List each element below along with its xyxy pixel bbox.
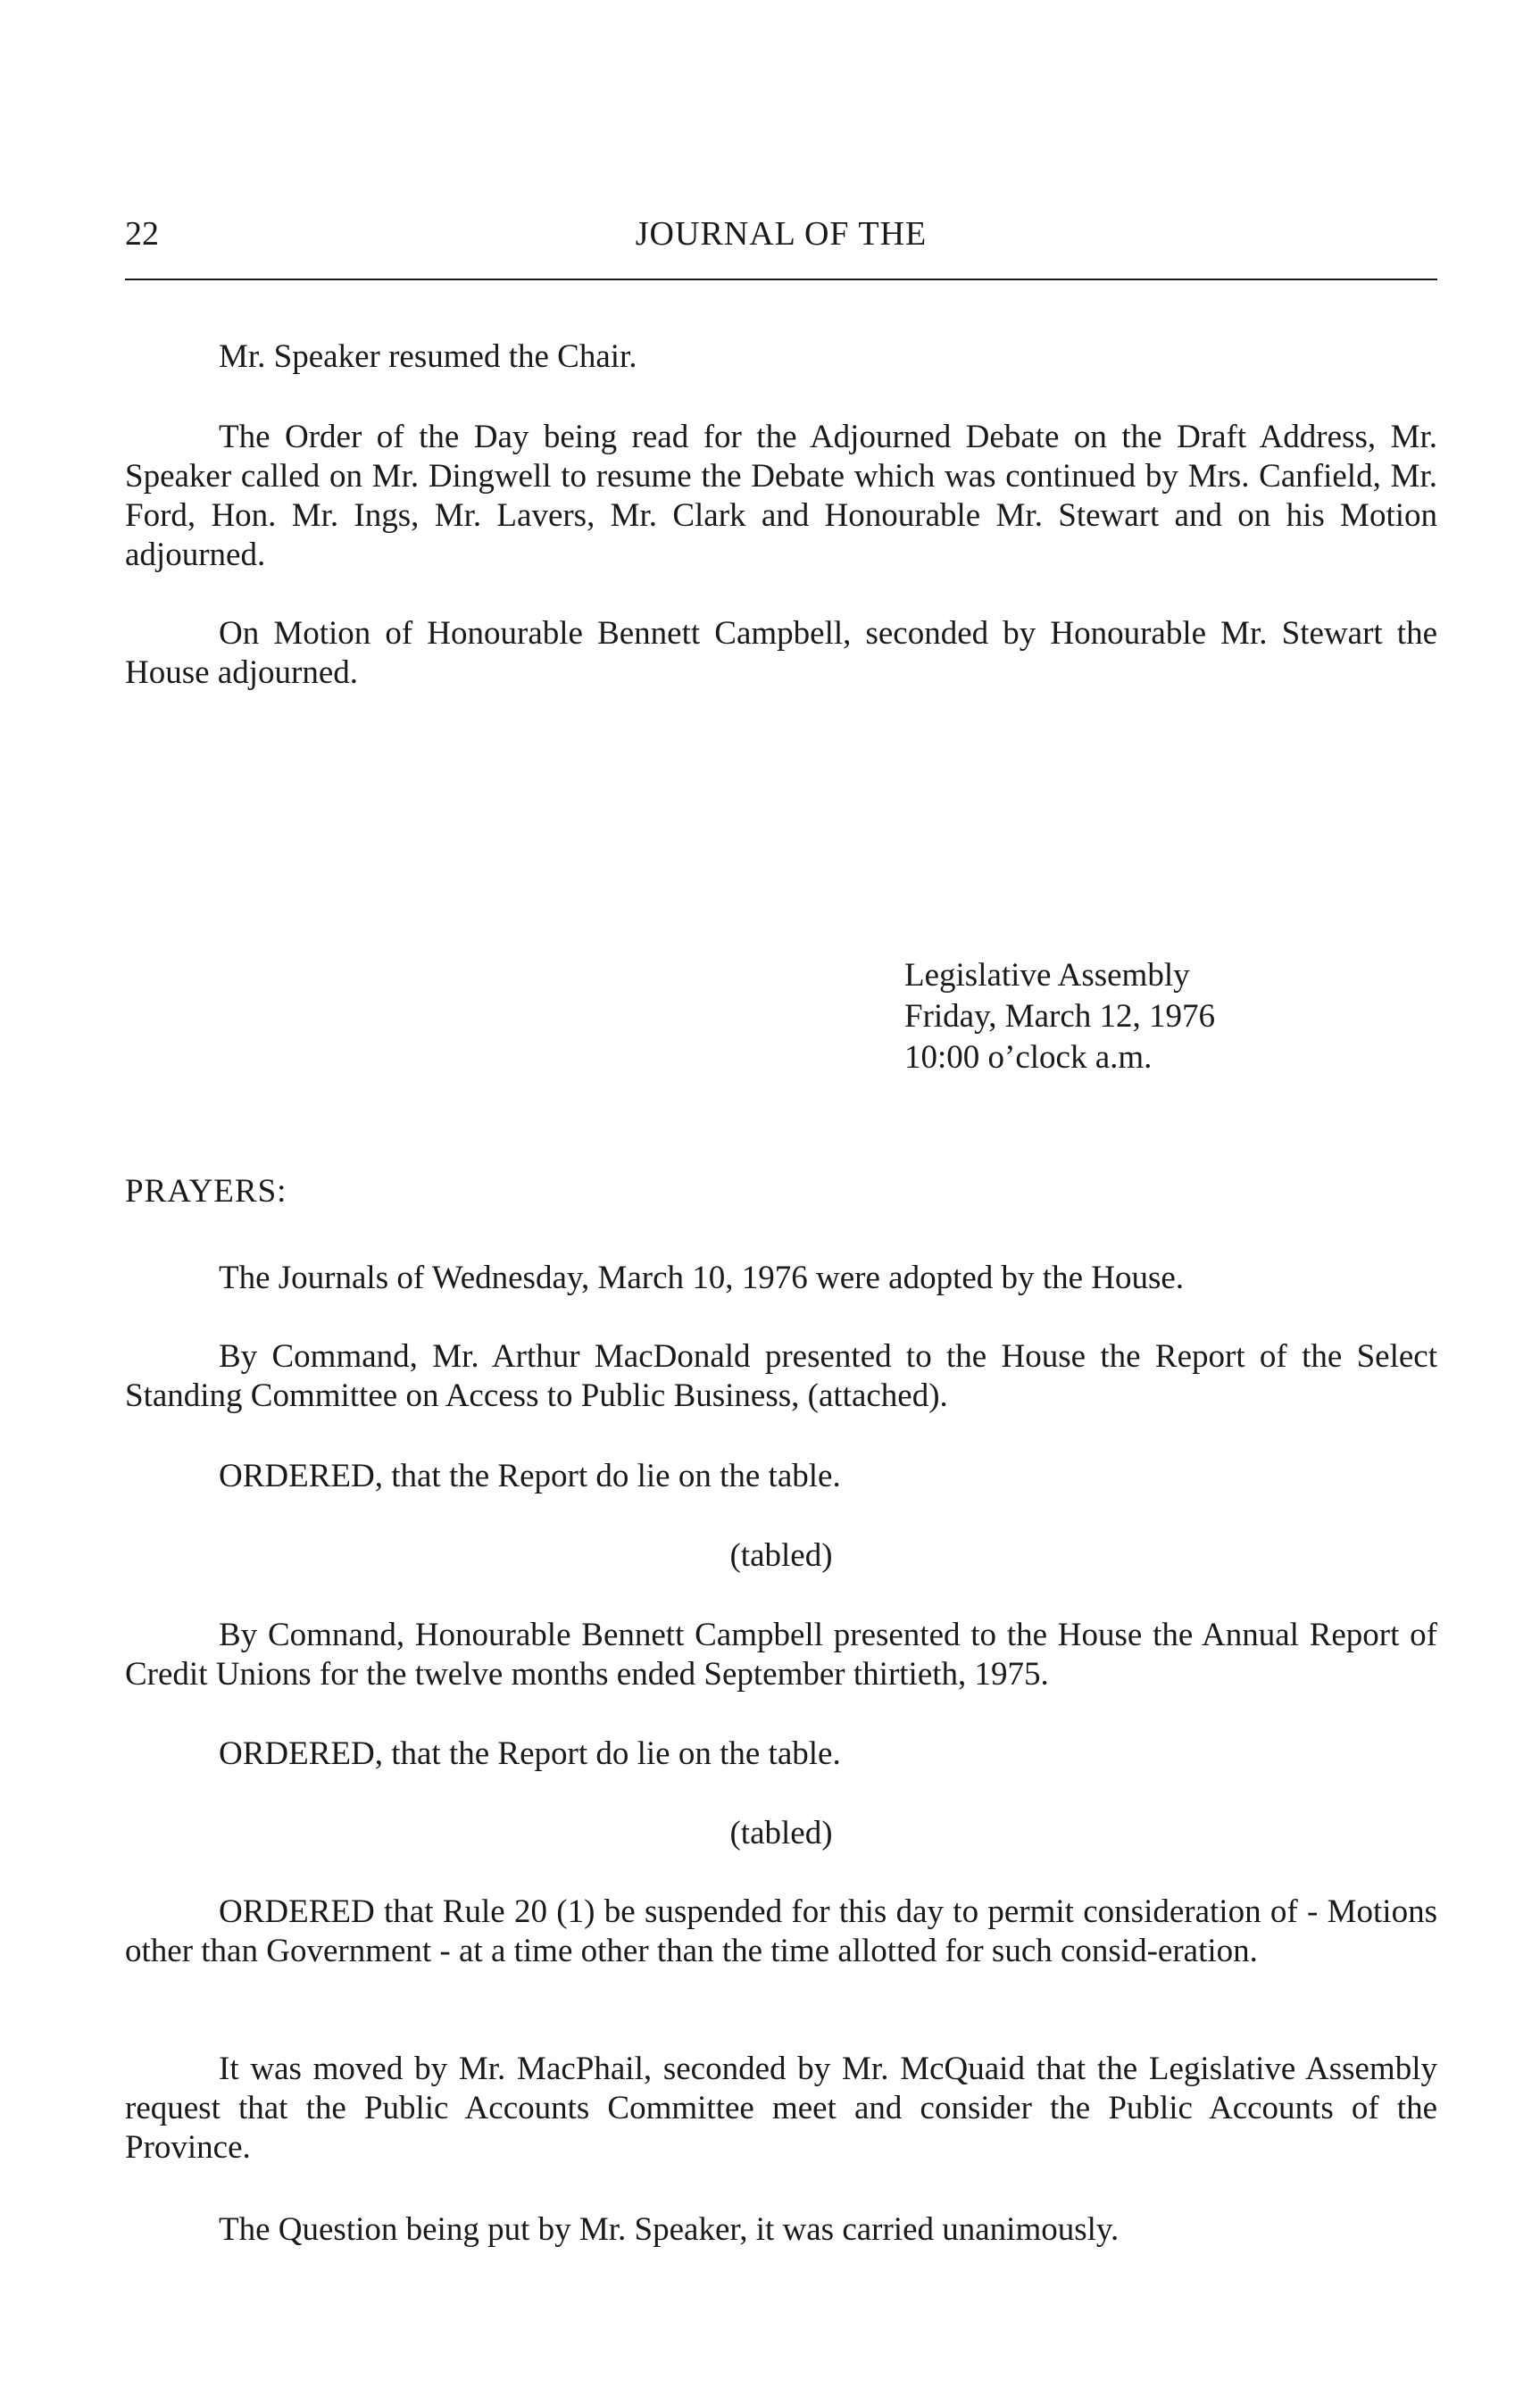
dateline-time: 10:00 o’clock a.m. (904, 1039, 1153, 1076)
paragraph-adjourned-debate: The Order of the Day being read for the Adjourned Debate on the Draft Address, Mr. Speaker called on Mr. Dingwell to resume the Debate which was continued by Mrs. Canfield, Mr. Ford, Hon. Mr. Ings, Mr. Lavers, Mr. Clark and Honourable Mr. Stewart and on his Motion adjourned. (125, 419, 1437, 573)
paragraph-house-adjourned: On Motion of Honourable Bennett Campbell, seconded by Honourable Mr. Stewart the House adjourned. (125, 615, 1437, 691)
header-rule (125, 279, 1437, 280)
paragraph-rule-suspended: ORDERED that Rule 20 (1) be suspended for this day to permit consideration of - Motions other than Government - at a time other than the time allotted for such consid-eration. (125, 1893, 1437, 1969)
paragraph-ordered-table-1: ORDERED, that the Report do lie on the table. (219, 1458, 841, 1494)
paragraph-ordered-table-2: ORDERED, that the Report do lie on the table. (219, 1735, 841, 1772)
prayers-heading: PRAYERS: (125, 1173, 287, 1210)
tabled-note-1: (tabled) (729, 1537, 833, 1574)
tabled-note-2: (tabled) (729, 1815, 833, 1851)
running-head: JOURNAL OF THE (635, 215, 928, 253)
dateline (904, 955, 1215, 1078)
paragraph-carried-unanimously: The Question being put by Mr. Speaker, it was carried unanimously. (219, 2211, 1120, 2248)
paragraph-speaker-resumed: Mr. Speaker resumed the Chair. (219, 338, 637, 375)
page-header (125, 214, 1437, 268)
dateline-assembly: Legislative Assembly (904, 957, 1190, 994)
paragraph-journals-adopted: The Journals of Wednesday, March 10, 1976 were adopted by the House. (219, 1260, 1185, 1296)
paragraph-credit-unions-report: By Comnand, Honourable Bennett Campbell presented to the House the Annual Report of Credit Unions for the twelve months ended September thirtieth, 1975. (125, 1617, 1437, 1693)
dateline-date: Friday, March 12, 1976 (904, 998, 1216, 1035)
paragraph-public-accounts-motion: It was moved by Mr. MacPhail, seconded by Mr. McQuaid that the Legislative Assembly request that the Public Accounts Committee meet and consider the Public Accounts of the Province. (125, 2051, 1437, 2166)
page-number: 22 (125, 215, 159, 253)
paragraph-macdonald-report: By Command, Mr. Arthur MacDonald presented to the House the Report of the Select Standing Committee on Access to Public Business, (attached). (125, 1338, 1437, 1414)
